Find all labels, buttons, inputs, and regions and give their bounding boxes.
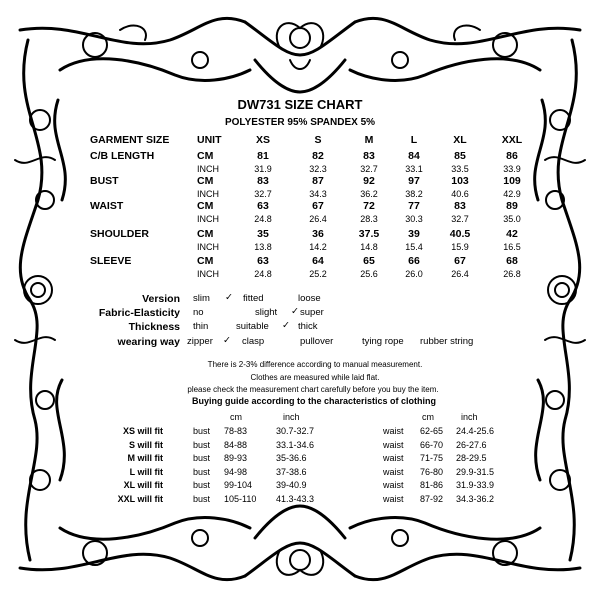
- inch-value: 26.4: [309, 214, 327, 224]
- version-opt-loose: loose: [298, 293, 321, 304]
- elasticity-opt-super: super: [300, 307, 324, 318]
- inch-value: 32.7: [451, 214, 469, 224]
- cm-value: 85: [454, 150, 466, 162]
- guide-waist-cm: 66-70: [420, 439, 444, 450]
- inch-value: 32.3: [309, 164, 327, 174]
- guide-bust-label: bust: [193, 480, 211, 491]
- guide-size-label: XL will fit: [123, 480, 163, 491]
- cm-value: 83: [363, 150, 375, 162]
- guide-waist-inch: 31.9-33.9: [456, 480, 495, 491]
- guide-waist-inch: 29.9-31.5: [456, 466, 495, 477]
- cm-value: 82: [312, 150, 324, 162]
- guide-waist-cm: 71-75: [420, 453, 444, 464]
- cm-value: 92: [363, 175, 375, 187]
- unit-cm: CM: [197, 175, 214, 187]
- cm-value: 97: [408, 175, 420, 187]
- cm-value: 63: [257, 200, 269, 212]
- garment-size-header: GARMENT SIZE: [90, 134, 170, 146]
- version-opt-fitted: fitted: [243, 293, 264, 304]
- thickness-opt-thick: thick: [298, 321, 318, 332]
- inch-value: 40.6: [451, 189, 469, 199]
- inch-value: 25.6: [360, 269, 378, 279]
- guide-bust-label: bust: [193, 426, 211, 436]
- measurement-label: SLEEVE: [90, 255, 132, 267]
- inch-value: 26.0: [405, 269, 423, 279]
- guide-waist-label: waist: [383, 453, 404, 464]
- note-difference: There is 2-3% difference according to manual measurement.: [207, 360, 423, 369]
- guide-waist-label: waist: [383, 439, 404, 450]
- unit-cm: CM: [197, 228, 214, 240]
- size-header-xl: XL: [453, 134, 467, 146]
- measurement-label: WAIST: [90, 200, 124, 212]
- guide-bust-label: bust: [193, 494, 211, 504]
- inch-value: 33.9: [503, 164, 521, 174]
- guide-bust-cm-header: cm: [230, 412, 242, 422]
- size-header-xs: XS: [255, 134, 271, 146]
- inch-value: 15.4: [405, 242, 423, 252]
- guide-bust-inch-header: inch: [283, 412, 300, 422]
- version-opt-slim: slim: [193, 293, 210, 304]
- inch-value: 13.8: [254, 242, 272, 252]
- guide-waist-inch-header: inch: [461, 412, 478, 422]
- version-check: ✓: [225, 292, 233, 303]
- measurement-label: BUST: [90, 175, 119, 187]
- guide-size-label: L will fit: [129, 466, 163, 477]
- guide-bust-inch: 41.3-43.3: [276, 494, 315, 504]
- inch-value: 26.4: [451, 269, 469, 279]
- thickness-opt-thin: thin: [193, 321, 209, 332]
- top-border-ornament: [20, 18, 580, 92]
- cm-value: 83: [257, 175, 269, 187]
- wearing-opt-pullover: pullover: [300, 336, 334, 347]
- measurement-label: C/B LENGTH: [90, 150, 155, 162]
- inch-value: 35.0: [503, 214, 521, 224]
- guide-size-label: M will fit: [127, 453, 163, 464]
- bottom-border-ornament: [20, 506, 580, 580]
- size-header-xxl: XXL: [501, 134, 523, 146]
- guide-bust-label: bust: [193, 439, 211, 450]
- guide-size-label: S will fit: [128, 439, 163, 450]
- inch-value: 28.3: [360, 214, 378, 224]
- elasticity-opt-slight: slight: [255, 307, 278, 318]
- cm-value: 77: [408, 200, 420, 212]
- inch-value: 15.9: [451, 242, 469, 252]
- note-laid-flat: Clothes are measured while laid flat.: [250, 373, 380, 382]
- guide-waist-label: waist: [383, 480, 404, 491]
- unit-inch: INCH: [197, 189, 219, 199]
- guide-bust-cm: 105-110: [224, 494, 257, 504]
- cm-value: 87: [312, 175, 324, 187]
- unit-header: UNIT: [197, 134, 222, 146]
- cm-value: 63: [257, 255, 269, 267]
- cm-value: 89: [506, 200, 518, 212]
- cm-value: 67: [312, 200, 324, 212]
- cm-value: 86: [506, 150, 518, 162]
- cm-value: 68: [506, 255, 518, 267]
- cm-value: 39: [408, 228, 420, 240]
- unit-inch: INCH: [197, 164, 219, 174]
- guide-size-label: XS will fit: [122, 426, 163, 436]
- thickness-check: ✓: [282, 320, 290, 331]
- guide-bust-inch: 35-36.6: [276, 453, 307, 464]
- guide-bust-cm: 78-83: [224, 426, 248, 436]
- guide-waist-cm-header: cm: [422, 412, 434, 422]
- guide-bust-cm: 89-93: [224, 453, 248, 464]
- version-label: Version: [142, 293, 180, 305]
- guide-waist-cm: 62-65: [420, 426, 444, 436]
- guide-waist-label: waist: [383, 466, 404, 477]
- guide-waist-cm: 76-80: [420, 466, 444, 477]
- cm-value: 35: [257, 228, 269, 240]
- guide-waist-inch: 24.4-25.6: [456, 426, 495, 436]
- wearing-opt-zipper: zipper: [187, 336, 213, 347]
- guide-bust-cm: 94-98: [224, 466, 248, 477]
- unit-cm: CM: [197, 255, 214, 267]
- inch-value: 32.7: [360, 164, 378, 174]
- thickness-label: Thickness: [128, 321, 180, 333]
- inch-value: 24.8: [254, 269, 272, 279]
- elasticity-check: ✓: [291, 306, 299, 317]
- cm-value: 65: [363, 255, 375, 267]
- guide-waist-inch: 26-27.6: [456, 439, 487, 450]
- inch-value: 34.3: [309, 189, 327, 199]
- cm-value: 84: [408, 150, 420, 162]
- guide-waist-cm: 87-92: [420, 494, 444, 504]
- cm-value: 64: [312, 255, 324, 267]
- wearing-opt-clasp: clasp: [242, 336, 265, 347]
- guide-bust-cm: 84-88: [224, 439, 248, 450]
- guide-bust-inch: 37-38.6: [276, 466, 307, 477]
- guide-waist-inch: 28-29.5: [456, 453, 487, 464]
- cm-value: 40.5: [449, 228, 471, 240]
- cm-value: 42: [506, 228, 518, 240]
- buying-guide-title: Buying guide according to the characteristics of clothing: [191, 396, 437, 406]
- elasticity-label: Fabric-Elasticity: [98, 307, 180, 319]
- unit-inch: INCH: [197, 269, 219, 279]
- cm-value: 72: [363, 200, 375, 212]
- inch-value: 31.9: [254, 164, 272, 174]
- inch-value: 24.8: [254, 214, 272, 224]
- guide-bust-inch: 33.1-34.6: [276, 439, 315, 450]
- wearing-opt-tying-rope: tying rope: [362, 336, 404, 347]
- note-check-chart: please check the measurement chart carefully before you buy the item.: [187, 385, 439, 394]
- inch-value: 33.5: [451, 164, 469, 174]
- guide-bust-label: bust: [193, 466, 211, 477]
- wearing-way-label: wearing way: [117, 336, 180, 348]
- cm-value: 67: [454, 255, 466, 267]
- cm-value: 66: [408, 255, 420, 267]
- guide-waist-label: waist: [383, 426, 404, 436]
- guide-bust-cm: 99-104: [224, 480, 253, 491]
- inch-value: 30.3: [405, 214, 423, 224]
- inch-value: 38.2: [405, 189, 423, 199]
- size-header-l: L: [410, 134, 418, 146]
- chart-title: DW731 SIZE CHART: [237, 97, 363, 112]
- cm-value: 37.5: [358, 228, 380, 240]
- inch-value: 36.2: [360, 189, 378, 199]
- thickness-opt-suitable: suitable: [236, 321, 269, 332]
- unit-cm: CM: [197, 150, 214, 162]
- size-header-s: S: [314, 134, 322, 146]
- cm-value: 36: [312, 228, 324, 240]
- elasticity-opt-no: no: [193, 307, 204, 318]
- unit-cm: CM: [197, 200, 214, 212]
- wearing-check: ✓: [223, 335, 231, 346]
- cm-value: 81: [257, 150, 269, 162]
- guide-waist-cm: 81-86: [420, 480, 444, 491]
- guide-bust-label: bust: [193, 453, 211, 464]
- guide-bust-inch: 30.7-32.7: [276, 426, 315, 436]
- inch-value: 42.9: [503, 189, 521, 199]
- cm-value: 109: [503, 175, 521, 187]
- guide-bust-inch: 39-40.9: [276, 480, 307, 491]
- material-composition: POLYESTER 95% SPANDEX 5%: [224, 117, 376, 128]
- inch-value: 16.5: [503, 242, 521, 252]
- wearing-opt-rubber-string: rubber string: [420, 336, 474, 347]
- unit-inch: INCH: [197, 214, 219, 224]
- unit-inch: INCH: [197, 242, 219, 252]
- guide-size-label: XXL will fit: [117, 494, 163, 504]
- measurement-label: SHOULDER: [90, 228, 149, 240]
- guide-waist-inch: 34.3-36.2: [456, 494, 495, 504]
- guide-waist-label: waist: [383, 494, 404, 504]
- inch-value: 14.8: [360, 242, 378, 252]
- inch-value: 14.2: [309, 242, 327, 252]
- inch-value: 33.1: [405, 164, 423, 174]
- inch-value: 32.7: [254, 189, 272, 199]
- cm-value: 103: [451, 175, 469, 187]
- cm-value: 83: [454, 200, 466, 212]
- size-header-m: M: [364, 134, 374, 146]
- inch-value: 26.8: [503, 269, 521, 279]
- inch-value: 25.2: [309, 269, 327, 279]
